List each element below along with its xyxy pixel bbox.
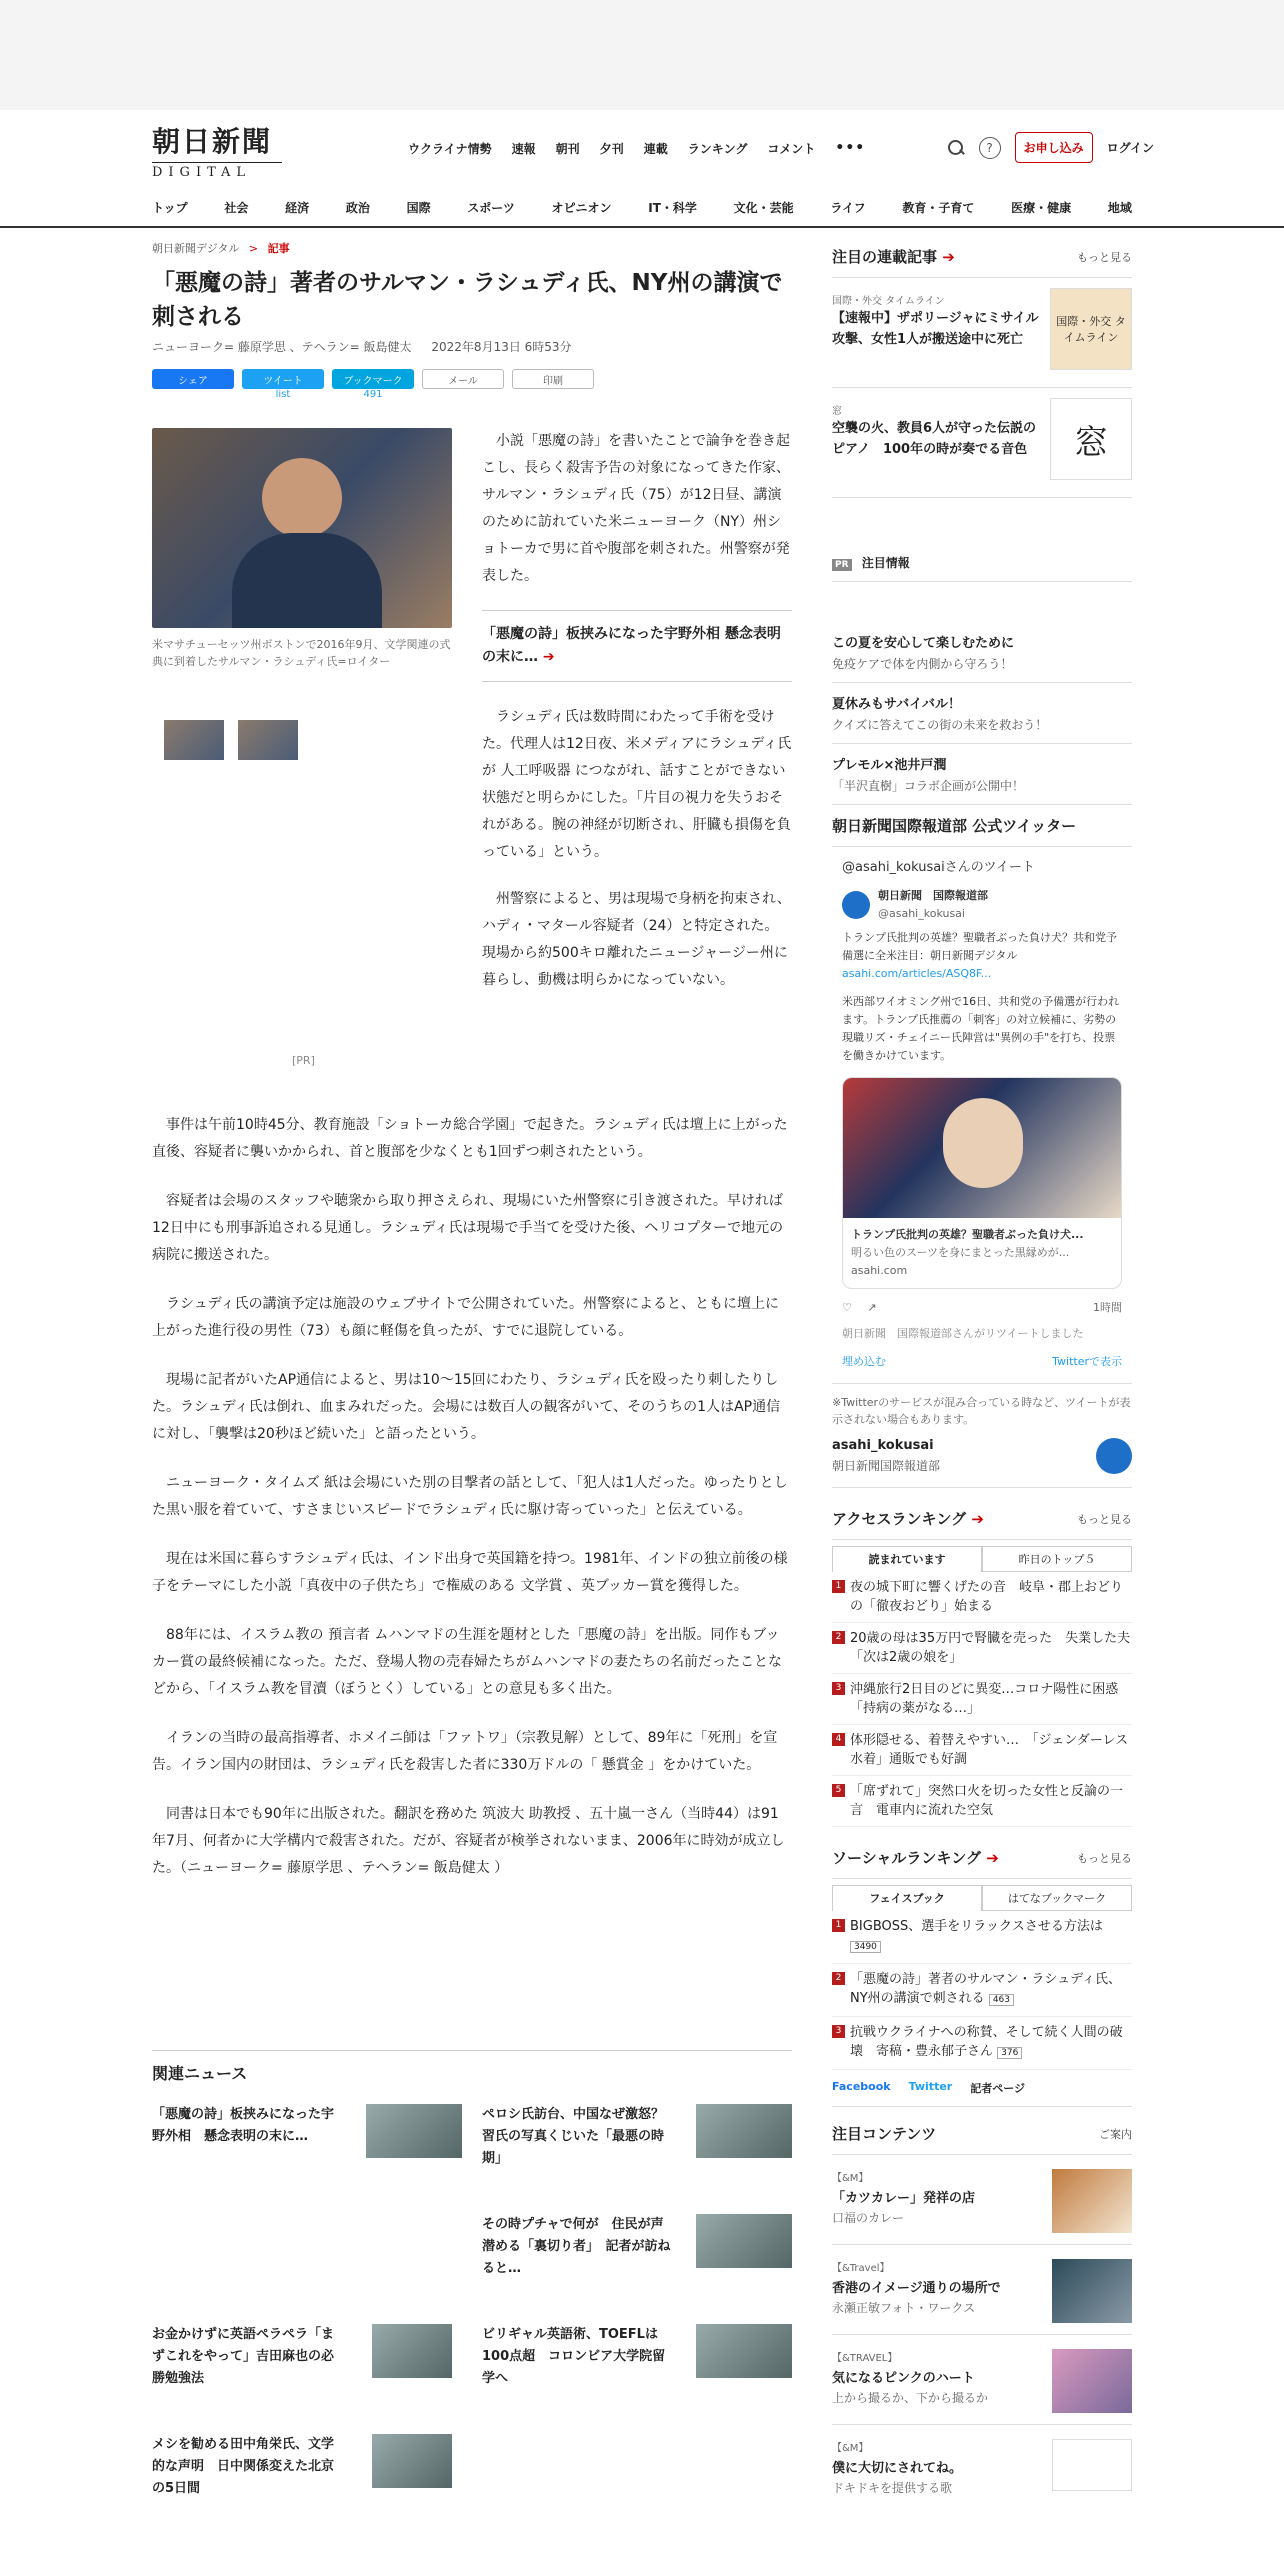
view-on-twitter-link[interactable]: Twitterで表示	[1052, 1355, 1122, 1368]
content-item[interactable]: 【&M】 僕に大切にされてね。 ドキドキを提供する歌	[832, 2425, 1132, 2495]
content-item[interactable]: 【&Travel】 香港のイメージ通りの場所で 永瀬正敏フォト・ワークス	[832, 2245, 1132, 2335]
site-header	[0, 110, 1284, 228]
social-ranking-header	[832, 1841, 1132, 1879]
related-inline-text: 「悪魔の詩」板挟みになった宇野外相 懸念表明の末に…	[482, 626, 781, 665]
breadcrumb-sep: >	[248, 242, 259, 255]
header-link-morning[interactable]: 朝刊	[555, 142, 580, 156]
related-news-title: メシを勧める田中角栄氏、文学的な声明 日中関係変えた北京の5日間	[152, 2437, 335, 2496]
serial-item[interactable]	[832, 388, 1132, 498]
nav-item[interactable]: 医療・健康	[1011, 201, 1072, 215]
tweet-card-site: asahi.com	[851, 1264, 908, 1277]
related-inline-link[interactable]	[482, 610, 792, 682]
arrow-right-icon: ➔	[942, 248, 955, 266]
list-item[interactable]: 4 体形隠せる、着替えやすい… 「ジェンダーレス水着」通販でも好調	[832, 1725, 1132, 1776]
pr-ad[interactable]	[832, 622, 1132, 683]
related-news-image	[696, 2324, 792, 2378]
access-ranking-list	[832, 1572, 1132, 1827]
header-link-comment[interactable]: コメント	[767, 142, 816, 156]
related-news-heading: 関連ニュース	[152, 2064, 248, 2083]
paragraph: ラシュディ氏は数時間にわたって手術を受けた。代理人は12日夜、米メディアにラシュディ氏が 人工呼吸器 につながれ、話すことができない状態だと明らかにした。「片目の視力を失うおそれがある。腕の神経が切断され、肝臓も損傷を負っている」という。	[482, 709, 792, 860]
paragraph: 88年には、イスラム教の 預言者 ムハンマドの生涯を題材とした「悪魔の詩」を出版。同作もブッカー賞の最終候補になった。ただ、登場人物の売春婦たちがムハンマドの妻たちの名前だったことなどから、「イスラム教を冒瀆（ぼうとく）している」との意見も多く出た。	[152, 1627, 782, 1697]
content-item[interactable]: 【&TRAVEL】 気になるピンクのハート 上から撮るか、下から撮るか	[832, 2335, 1132, 2425]
sidebar	[832, 240, 1132, 2495]
serial-image: 窓	[1050, 398, 1132, 480]
tab-read[interactable]: 読まれています	[832, 1546, 982, 1572]
apply-button[interactable]: お申し込み	[1015, 132, 1093, 163]
photo-thumbnails	[164, 720, 298, 760]
tweet-user[interactable]: 朝日新聞 国際報道部	[878, 889, 988, 902]
twitter-account[interactable]: asahi_kokusai	[832, 1438, 934, 1453]
breadcrumb	[152, 240, 792, 256]
pr-ad-sub: クイズに答えてこの街の未来を救おう！	[832, 718, 1048, 732]
pr-badge: PR	[832, 559, 852, 571]
nav-item[interactable]: 経済	[285, 201, 310, 215]
publish-date: 2022年8月13日 6時53分	[431, 340, 572, 354]
tweet-user-handle[interactable]: @asahi_kokusai	[878, 907, 965, 920]
serial-item[interactable]	[832, 278, 1132, 388]
pr-heading: 注目情報	[861, 556, 910, 570]
tweet-count[interactable]: list	[275, 389, 291, 400]
header-link-ukraine[interactable]: ウクライナ情勢	[408, 142, 492, 156]
header-link-breaking[interactable]: 速報	[511, 142, 536, 156]
hatena-bookmark-button[interactable]: ブックマーク	[332, 369, 414, 389]
related-news-image	[372, 2324, 452, 2378]
nav-item[interactable]: IT・科学	[648, 201, 697, 215]
related-news-image	[696, 2104, 792, 2158]
article-body-top	[482, 428, 792, 1014]
twitter-note: ※Twitterのサービスが混み合っている時など、ツイートが表示されない場合もあります。	[832, 1396, 1131, 1426]
twitter-handle-line[interactable]: @asahi_kokusaiさんのツイート	[842, 860, 1035, 875]
twitter-heading: 朝日新聞国際報道部 公式ツイッター	[832, 805, 1132, 847]
related-news-image	[366, 2104, 462, 2158]
heart-icon[interactable]: ♡	[842, 1301, 852, 1314]
related-news-title: ビリギャル英語術、TOEFLは100点超 コロンビア大学院留学へ	[482, 2327, 666, 2386]
paragraph: 現場に記者がいたAP通信によると、男は10～15回にわたり、ラシュディ氏を殴ったり刺したりした。ラシュディ氏は倒れ、血まみれだった。会場には数百人の観客がいて、そのうちの1人はAP通信に対し、「襲撃は20秒ほど続いた」と語ったという。	[152, 1372, 781, 1442]
related-news-item[interactable]	[152, 2434, 462, 2504]
serial-category: 窓	[832, 406, 842, 417]
paragraph: ニューヨーク・タイムズ 紙は会場にいた別の目撃者の話として、「犯人は1人だった。ゆったりとした黒い服を着ていて、すさまじいスピードでラシュディ氏に駆け寄っていった」と伝えている。	[152, 1475, 788, 1518]
tweet-button[interactable]: ツイート	[242, 369, 324, 389]
nav-item[interactable]: スポーツ	[467, 201, 515, 215]
list-item[interactable]: 2 「悪魔の詩」著者のサルマン・ラシュディ氏、NY州の講演で刺される 463	[832, 1964, 1132, 2017]
tweet-time[interactable]: 1時間	[1093, 1301, 1122, 1314]
social-more-link[interactable]: もっと見る	[1077, 1851, 1132, 1865]
related-news-item[interactable]	[482, 2104, 792, 2174]
nav-item[interactable]: 文化・芸能	[733, 201, 794, 215]
pr-ad-title: この夏を安心して楽しむために	[832, 636, 1015, 651]
tweet-text: トランプ氏批判の英雄？聖職者ぶった負け犬？共和党予備選に全米注目：朝日新聞デジタル	[842, 931, 1117, 962]
arrow-right-icon: ➔	[971, 1510, 984, 1528]
social-links	[832, 2070, 1132, 2107]
facebook-share-button[interactable]: シェア	[152, 369, 234, 389]
list-item[interactable]: 3 沖縄旅行2日目のどに異変…コロナ陽性に困惑「持病の薬がなる…」	[832, 1674, 1132, 1725]
content-item[interactable]: 【&M】 「カツカレー」発祥の店 口福のカレー	[832, 2155, 1132, 2245]
reporter-page-link[interactable]: 記者ページ	[970, 2082, 1025, 2095]
paragraph: 容疑者は会場のスタッフや聴衆から取り押さえられ、現場にいた州警察に引き渡された。早ければ12日中にも刑事訴追される見通し。ラシュディ氏は現場で手当てを受けた後、ヘリコプターで地元の病院に搬送された。	[152, 1193, 784, 1263]
paragraph: 小説「悪魔の詩」を書いたことで論争を巻き起こし、長らく殺害予告の対象になってきた作家、サルマン・ラシュディ氏（75）が12日昼、講演のために訪れていた米ニューヨーク（NY）州ショトーカで男に首や腹部を刺された。州警察が発表した。	[482, 433, 790, 584]
search-icon[interactable]	[947, 139, 965, 157]
tweet-card-sub: 明るい色のスーツを身にまとった黒縁めが...	[851, 1246, 1070, 1259]
header-link-series[interactable]: 連載	[643, 142, 668, 156]
pr-section	[832, 538, 1132, 582]
pr-ad[interactable]	[832, 683, 1132, 744]
serial-header	[832, 240, 1132, 278]
serial-title: 空襲の火、教員6人が守った伝説のピアノ 100年の時が奏でる音色	[832, 421, 1037, 457]
access-tabs	[832, 1546, 1132, 1572]
nav-item[interactable]: 国際	[406, 201, 431, 215]
article-main	[152, 240, 792, 2496]
related-news-title: 「悪魔の詩」板挟みになった宇野外相 懸念表明の末に…	[152, 2107, 335, 2144]
related-news-image	[372, 2434, 452, 2488]
retweet-notice: 朝日新聞 国際報道部さんがリツイートしました	[842, 1327, 1084, 1340]
tweet-text: 米西部ワイオミング州で16日、共和党の予備選が行われます。トランプ氏推薦の「刺客」の対立候補に、劣勢の現職リズ・チェイニー氏陣営は"異例の手"を打ち、投票を働きかけています。	[842, 995, 1120, 1062]
logo-sub: DIGITAL	[152, 162, 282, 180]
nav-item[interactable]: 地域	[1107, 201, 1132, 215]
more-menu-icon[interactable]: •••	[835, 140, 866, 156]
paragraph: 事件は午前10時45分、教育施設「ショトーカ総合学園」で起きた。ラシュディ氏は壇上に上がった直後、容疑者に襲いかかられ、首と腹部を少なくとも1回ずつ刺されたという。	[152, 1117, 788, 1160]
tweet-card-image	[843, 1078, 1121, 1218]
related-news-title: ペロシ氏訪台、中国なぜ激怒？ 習氏の写真くじいた「最悪の時期」	[482, 2107, 678, 2166]
main-nav	[152, 199, 1132, 216]
pr-ad-sub: 免疫ケアで体を内側から守ろう！	[832, 657, 1013, 671]
facebook-link[interactable]: Facebook	[832, 2080, 891, 2093]
avatar[interactable]	[842, 891, 870, 919]
nav-item[interactable]: トップ	[152, 201, 188, 215]
contents-guide-link[interactable]: ご案内	[1099, 2127, 1132, 2141]
header-tools	[947, 132, 1154, 163]
tab-yesterday[interactable]: 昨日のトップ５	[982, 1546, 1132, 1572]
tweet-card[interactable]	[842, 1077, 1122, 1289]
byline	[152, 338, 792, 355]
access-ranking-heading[interactable]: アクセスランキング	[832, 1510, 967, 1528]
help-icon[interactable]: ?	[979, 137, 1001, 159]
list-item[interactable]: 2 20歳の母は35万円で腎臓を売った 失業した夫「次は2歳の娘を」	[832, 1623, 1132, 1674]
list-item[interactable]: 1 夜の城下町に響くげたの音 岐阜・郡上おどりの「徹夜おどり」始まる	[832, 1572, 1132, 1623]
nav-item[interactable]: ライフ	[830, 201, 866, 215]
serial-heading[interactable]: 注目の連載記事	[832, 248, 938, 266]
share-icon[interactable]: ↗	[867, 1301, 877, 1314]
social-ranking-list	[832, 1911, 1132, 2070]
photo-thumbnail[interactable]	[238, 720, 298, 760]
site-logo[interactable]	[152, 120, 282, 180]
paragraph: 州警察によると、男は現場で身柄を拘束され、ハディ・マタール容疑者（24）と特定された。現場から約500キロ離れたニュージャージー州に暮らし、動機は明らかになっていない。	[482, 891, 791, 988]
paragraph: 同書は日本でも90年に出版された。翻訳を務めた 筑波大 助教授 、五十嵐一さん（当時44）は91年7月、何者かに大学構内で殺害された。だが、容疑者が検挙されないまま、2006年に時効が成立した。（ニューヨーク= 藤原学思 、テヘラン= 飯島健太 ）	[152, 1806, 785, 1876]
bookmark-count[interactable]: 491	[363, 389, 383, 400]
article-photo[interactable]	[152, 428, 452, 628]
social-ranking-heading[interactable]: ソーシャルランキング	[832, 1849, 981, 1867]
serial-title: 【速報中】ザポリージャにミサイル攻撃、女性1人が搬送途中に死亡	[832, 311, 1039, 347]
related-news	[152, 2050, 792, 2524]
article-title: 「悪魔の詩」著者のサルマン・ラシュディ氏、NY州の講演で刺される	[152, 270, 783, 330]
tweet-card-title: トランプ氏批判の英雄？聖職者ぶった負け犬...	[851, 1228, 1084, 1241]
pr-label: [PR]	[292, 1054, 315, 1067]
related-news-item[interactable]	[482, 2324, 792, 2394]
print-button[interactable]: 印刷	[512, 369, 594, 389]
pr-ad[interactable]	[832, 744, 1132, 805]
twitter-account-sub: 朝日新聞国際報道部	[832, 1459, 941, 1473]
twitter-timeline	[832, 847, 1132, 1384]
paragraph: ラシュディ氏の講演予定は施設のウェブサイトで公開されていた。州警察によると、ともに壇上に上がった進行役の男性（73）も顔に軽傷を負ったが、すでに退院している。	[152, 1296, 780, 1339]
serial-more-link[interactable]: もっと見る	[1077, 250, 1132, 264]
breadcrumb-current: 記事	[267, 242, 290, 255]
social-tabs	[832, 1885, 1132, 1911]
tab-facebook[interactable]: フェイスブック	[832, 1885, 982, 1911]
header-link-evening[interactable]: 夕刊	[599, 142, 624, 156]
serial-category: 国際・外交 タイムライン	[832, 296, 945, 307]
contents-heading: 注目コンテンツ	[832, 2125, 937, 2143]
access-ranking-header	[832, 1502, 1132, 1540]
serial-image: 国際・外交 タイムライン	[1050, 288, 1132, 370]
share-counts	[152, 389, 792, 400]
list-item[interactable]: 1 BIGBOSS、選手をリラックスさせる方法は 3490	[832, 1911, 1132, 1964]
tab-hatena[interactable]: はてなブックマーク	[982, 1885, 1132, 1911]
top-ad-band	[0, 0, 1284, 110]
paragraph: 現在は米国に暮らすラシュディ氏は、インド出身で英国籍を持つ。1981年、インドの独立前後の様子をテーマにした小説「真夜中の子供たち」で権威のある 文学賞 、英ブッカー賞を獲得した。	[152, 1551, 788, 1594]
nav-item[interactable]: 政治	[345, 201, 370, 215]
related-news-image	[696, 2214, 792, 2268]
list-item[interactable]: 3 抗戦ウクライナへの称賛、そして続く人間の破壊 寄稿・豊永郁子さん 376	[832, 2017, 1132, 2070]
tweet-link[interactable]: asahi.com/articles/ASQ8F...	[842, 967, 992, 980]
login-link[interactable]: ログイン	[1106, 141, 1154, 155]
share-bar	[152, 369, 792, 389]
nav-item[interactable]: 教育・子育て	[902, 201, 975, 215]
pr-ad-title: プレモル×池井戸潤	[832, 758, 947, 773]
related-news-title: その時プチャで何が 住民が声潜める「裏切り者」 記者が訪ねると…	[482, 2217, 671, 2276]
related-news-item[interactable]	[152, 2324, 462, 2394]
arrow-right-icon: ➔	[542, 649, 555, 665]
embed-link[interactable]: 埋め込む	[842, 1355, 886, 1368]
mail-button[interactable]: メール	[422, 369, 504, 389]
pr-ad-sub: 「半沢直樹」コラボ企画が公開中！	[832, 779, 1025, 793]
header-link-ranking[interactable]: ランキング	[687, 142, 748, 156]
breadcrumb-home[interactable]: 朝日新聞デジタル	[152, 242, 240, 255]
twitter-link[interactable]: Twitter	[908, 2080, 953, 2093]
authors[interactable]: ニューヨーク= 藤原学思 、テヘラン= 飯島健太	[152, 340, 412, 354]
header-links	[408, 140, 865, 157]
article-body	[152, 1112, 792, 1904]
photo-caption: 米マサチューセッツ州ボストンで2016年9月、文学関連の式典に到着したサルマン・ラシュディ氏=ロイター	[152, 638, 451, 668]
arrow-right-icon: ➔	[986, 1849, 999, 1867]
paragraph: イランの当時の最高指導者、ホメイニ師は「ファトワ」（宗教見解）として、89年に「死刑」を宣告。イラン国内の財団は、ラシュディ氏を殺害した者に330万ドルの「 懸賞金 」をかけていた。	[152, 1730, 778, 1773]
nav-item[interactable]: オピニオン	[551, 201, 612, 215]
access-more-link[interactable]: もっと見る	[1077, 1512, 1132, 1526]
photo-thumbnail[interactable]	[164, 720, 224, 760]
related-news-item[interactable]	[482, 2214, 792, 2284]
pr-ad-title: 夏休みもサバイバル！	[832, 697, 961, 712]
related-news-item[interactable]	[152, 2104, 462, 2174]
logo-main: 朝日新聞	[152, 125, 273, 158]
kokusai-logo-icon[interactable]	[1096, 1438, 1132, 1474]
related-news-title: お金かけずに英語ペラペラ「まずこれをやって」吉田麻也の必勝勉強法	[152, 2327, 335, 2386]
list-item[interactable]: 5 「席ずれて」突然口火を切った女性と反論の一言 電車内に流れた空気	[832, 1776, 1132, 1827]
nav-item[interactable]: 社会	[224, 201, 249, 215]
contents-header	[832, 2117, 1132, 2155]
